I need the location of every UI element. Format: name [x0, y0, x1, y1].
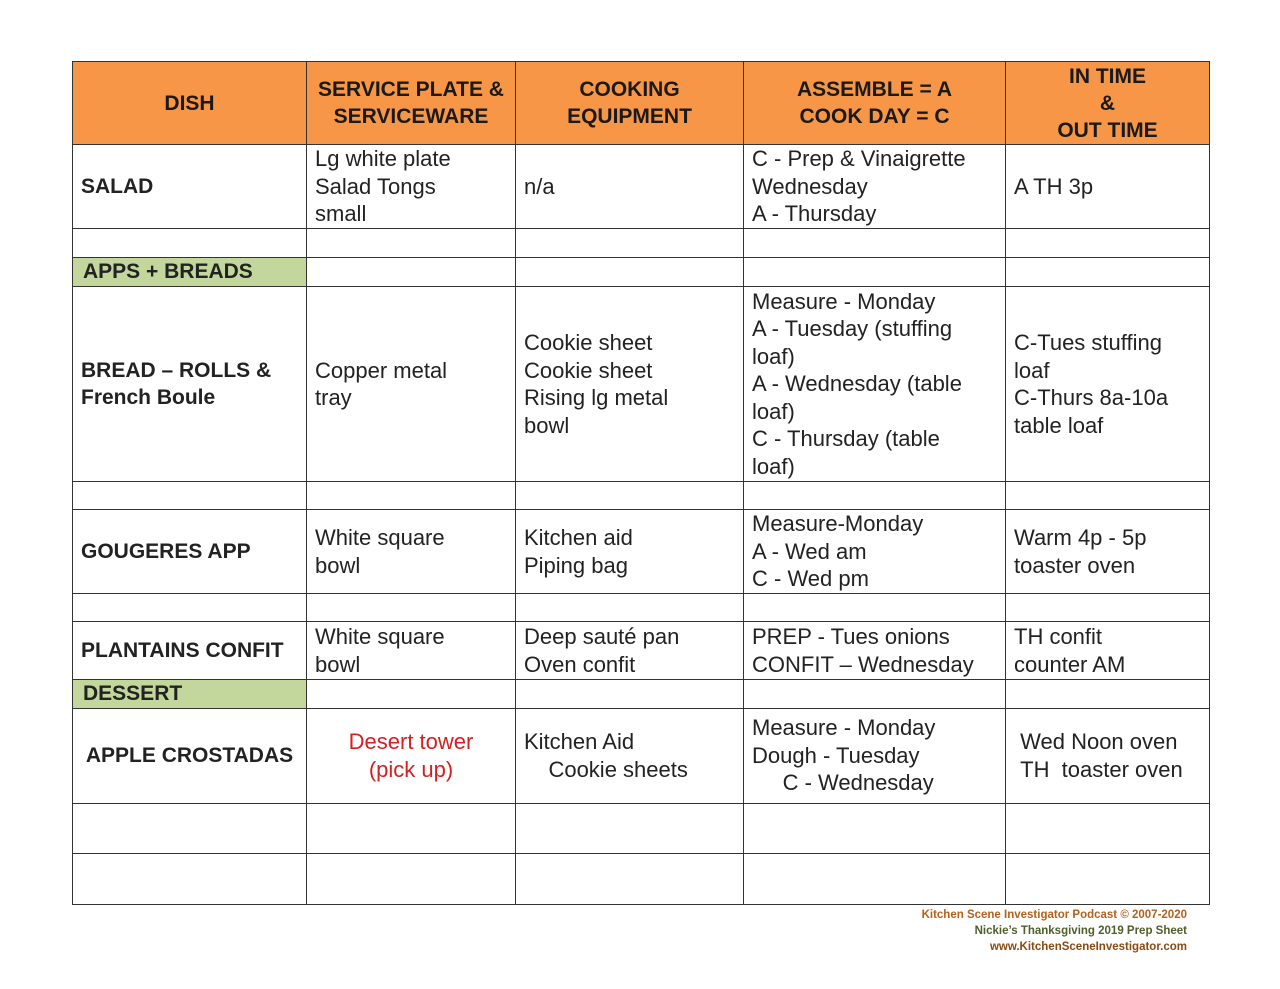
- cell-assemble-cook-day: Measure - Monday A - Tuesday (stuffing loaf) A - Wednesday (table loaf) C - Thursday (table loaf): [744, 287, 1006, 482]
- cell-dish: [73, 594, 307, 622]
- cell-cooking-equipment: Kitchen aid Piping bag: [516, 510, 744, 594]
- empty-row: [73, 803, 1210, 853]
- cell-in-out-time: Warm 4p - 5p toaster oven: [1006, 510, 1210, 594]
- cell-cooking-equipment: [516, 258, 744, 287]
- table-row: [73, 510, 1210, 594]
- cell-dish: PLANTAINS CONFIT: [73, 622, 307, 680]
- empty-row: [73, 229, 1210, 258]
- cell-service-plate: Copper metal tray: [307, 287, 516, 482]
- empty-row: [73, 853, 1210, 904]
- cell-assemble-cook-day: [744, 680, 1006, 709]
- empty-row: [73, 482, 1210, 510]
- cell-service-plate: White square bowl: [307, 622, 516, 680]
- cell-dish: [73, 229, 307, 258]
- section-label: APPS + BREADS: [73, 258, 307, 287]
- cell-assemble-cook-day: Measure-Monday A - Wed am C - Wed pm: [744, 510, 1006, 594]
- cell-dish: BREAD – ROLLS & French Boule: [73, 287, 307, 482]
- cell-in-out-time: [1006, 853, 1210, 904]
- cell-dish: SALAD: [73, 145, 307, 229]
- header-assemble-cook-day: ASSEMBLE = A COOK DAY = C: [744, 62, 1006, 145]
- cell-in-out-time: A TH 3p: [1006, 145, 1210, 229]
- header-dish: DISH: [73, 62, 307, 145]
- table-body: [73, 145, 1210, 905]
- cell-cooking-equipment: Cookie sheet Cookie sheet Rising lg metal bowl: [516, 287, 744, 482]
- cell-in-out-time: [1006, 680, 1210, 709]
- cell-in-out-time: Wed Noon oven TH toaster oven: [1006, 708, 1210, 803]
- cell-service-plate: [307, 482, 516, 510]
- cell-cooking-equipment: [516, 229, 744, 258]
- cell-in-out-time: C-Tues stuffing loaf C-Thurs 8a-10a table loaf: [1006, 287, 1210, 482]
- cell-assemble-cook-day: C - Prep & Vinaigrette Wednesday A - Thursday: [744, 145, 1006, 229]
- cell-service-plate: [307, 803, 516, 853]
- cell-assemble-cook-day: PREP - Tues onions CONFIT – Wednesday: [744, 622, 1006, 680]
- footer-website: www.KitchenSceneInvestigator.com: [989, 941, 1187, 953]
- footer-sheet-title: Nickie’s Thanksgiving 2019 Prep Sheet: [974, 925, 1187, 937]
- section-row: [73, 258, 1210, 287]
- prep-sheet-table: [72, 61, 1210, 905]
- cell-service-plate: [307, 594, 516, 622]
- cell-in-out-time: [1006, 482, 1210, 510]
- cell-in-out-time: [1006, 229, 1210, 258]
- table-row: [73, 145, 1210, 229]
- cell-dish: [73, 853, 307, 904]
- cell-dish: GOUGERES APP: [73, 510, 307, 594]
- cell-service-plate: [307, 680, 516, 709]
- cell-service-plate: Desert tower (pick up): [307, 708, 516, 803]
- cell-cooking-equipment: [516, 853, 744, 904]
- cell-in-out-time: [1006, 803, 1210, 853]
- cell-dish: [73, 803, 307, 853]
- cell-cooking-equipment: [516, 482, 744, 510]
- cell-assemble-cook-day: [744, 594, 1006, 622]
- cell-assemble-cook-day: [744, 258, 1006, 287]
- cell-service-plate: Lg white plate Salad Tongs small: [307, 145, 516, 229]
- cell-assemble-cook-day: Measure - Monday Dough - Tuesday C - Wednesday: [744, 708, 1006, 803]
- section-label: DESSERT: [73, 680, 307, 709]
- footer: [922, 907, 1187, 955]
- cell-assemble-cook-day: [744, 482, 1006, 510]
- cell-dish: APPLE CROSTADAS: [73, 708, 307, 803]
- table-row: [73, 622, 1210, 680]
- header-cooking-equipment: COOKING EQUIPMENT: [516, 62, 744, 145]
- cell-dish: [73, 482, 307, 510]
- cell-service-plate: White square bowl: [307, 510, 516, 594]
- cell-assemble-cook-day: [744, 803, 1006, 853]
- cell-service-plate: [307, 229, 516, 258]
- header-service-plate: SERVICE PLATE & SERVICEWARE: [307, 62, 516, 145]
- cell-service-plate: [307, 853, 516, 904]
- empty-row: [73, 594, 1210, 622]
- cell-assemble-cook-day: [744, 229, 1006, 258]
- table-row: [73, 287, 1210, 482]
- cell-cooking-equipment: [516, 594, 744, 622]
- header-row: [73, 62, 1210, 145]
- cell-cooking-equipment: [516, 680, 744, 709]
- table-row: [73, 708, 1210, 803]
- cell-cooking-equipment: Deep sauté pan Oven confit: [516, 622, 744, 680]
- cell-in-out-time: TH confit counter AM: [1006, 622, 1210, 680]
- cell-cooking-equipment: [516, 803, 744, 853]
- footer-copyright: Kitchen Scene Investigator Podcast © 2007-2020: [921, 909, 1187, 921]
- cell-in-out-time: [1006, 594, 1210, 622]
- cell-cooking-equipment: Kitchen Aid Cookie sheets: [516, 708, 744, 803]
- cell-assemble-cook-day: [744, 853, 1006, 904]
- header-in-out-time: IN TIME & OUT TIME: [1006, 62, 1210, 145]
- cell-service-plate: [307, 258, 516, 287]
- cell-in-out-time: [1006, 258, 1210, 287]
- section-row: [73, 680, 1210, 709]
- cell-cooking-equipment: n/a: [516, 145, 744, 229]
